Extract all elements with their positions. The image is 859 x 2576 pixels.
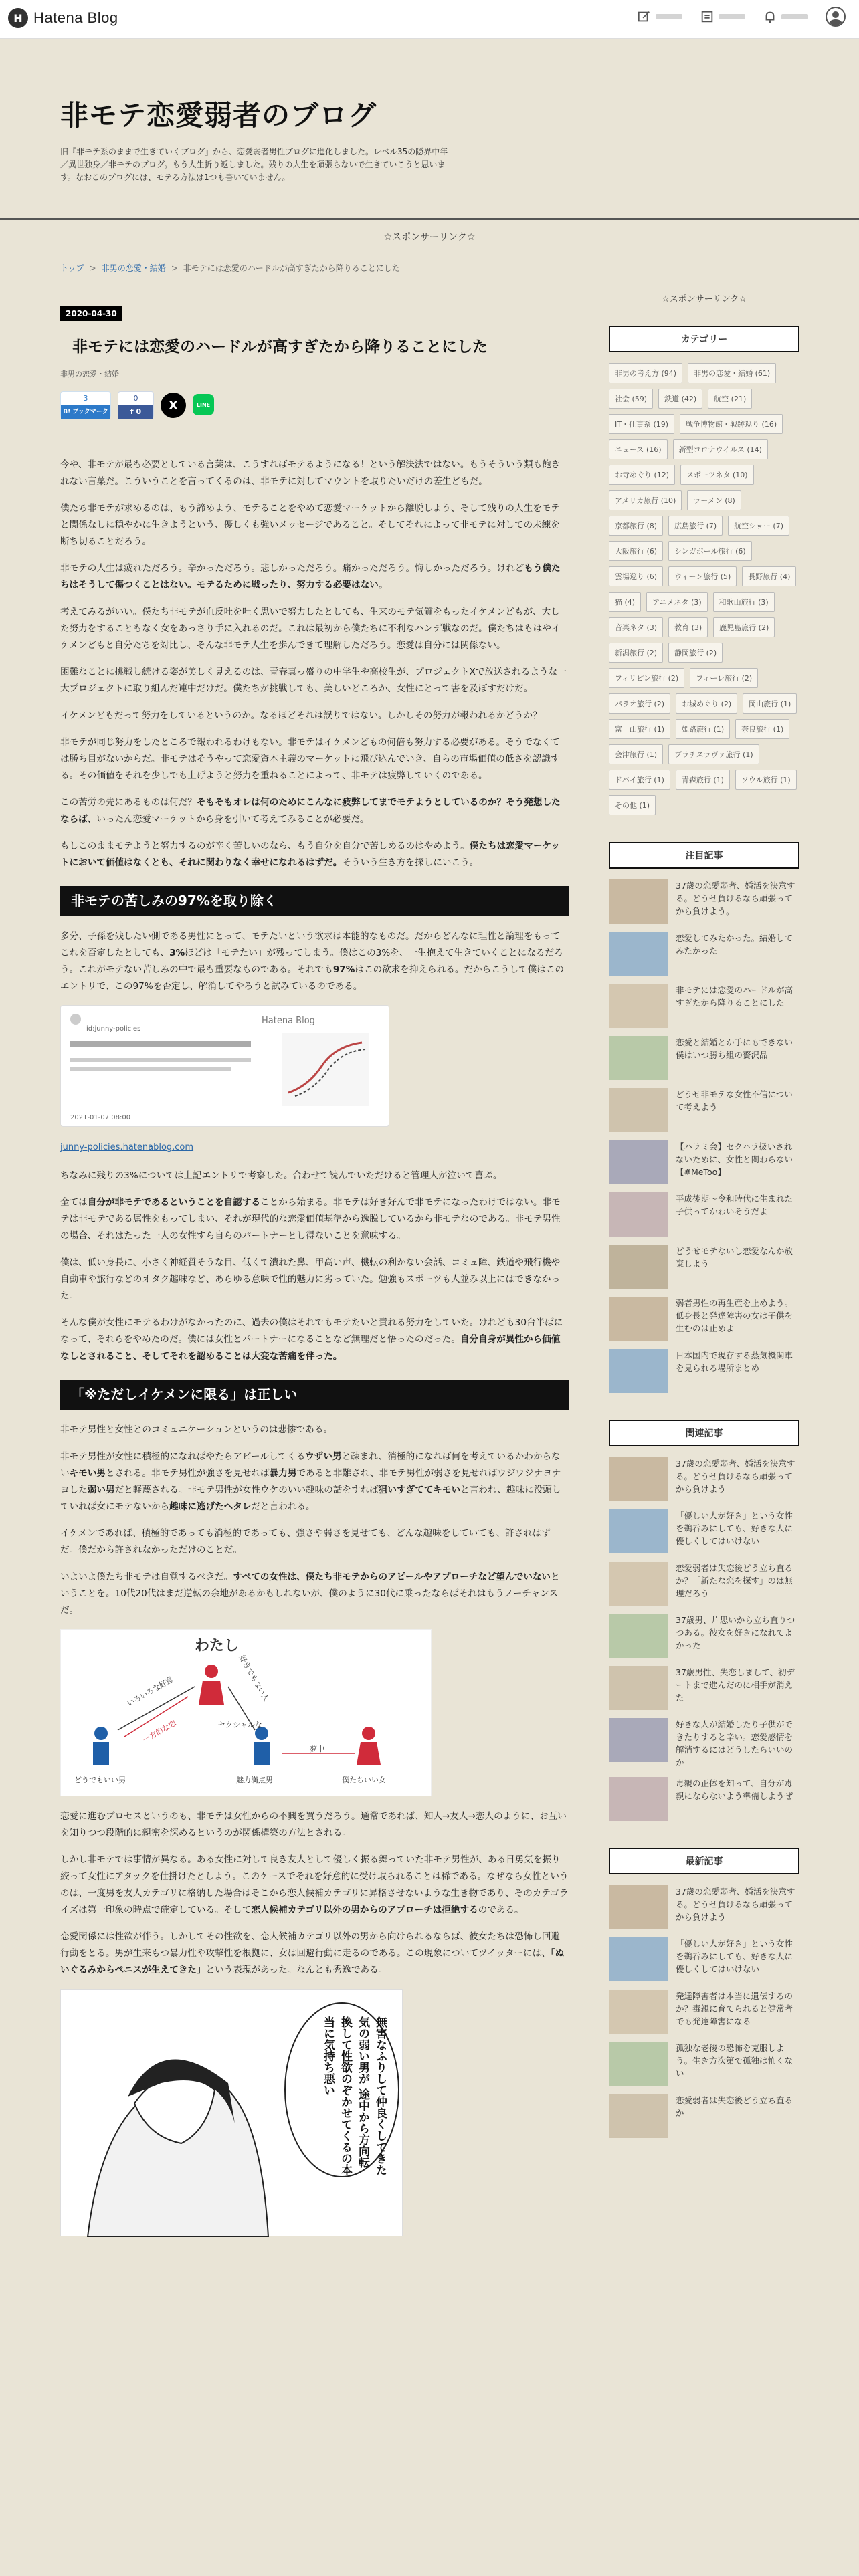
paragraph: イケメンどもだって努力をしているというのか。なるほどそれは誤りではない。しかしその努力が報われるかどうか？ <box>60 710 542 721</box>
diagram-label: 魅力満点男 <box>236 1776 273 1784</box>
breadcrumb-sep: > <box>171 263 178 273</box>
category-tag[interactable]: 奈良旅行 (1) <box>735 719 789 739</box>
line-share-button[interactable]: LINE <box>193 394 214 415</box>
category-tag[interactable]: 静岡旅行 (2) <box>668 643 723 663</box>
category-tag[interactable]: 京都旅行 (8) <box>609 516 663 536</box>
category-tag[interactable]: 新潟旅行 (2) <box>609 643 663 663</box>
popular-entry[interactable] <box>609 932 799 976</box>
category-tag[interactable]: ソウル旅行 (1) <box>735 770 797 790</box>
diagram-label: セクシャルな <box>218 1721 262 1729</box>
card-title-redacted <box>70 1041 251 1047</box>
category-tag[interactable]: アニメネタ (3) <box>646 592 708 612</box>
category-tag[interactable]: 社会 (59) <box>609 389 653 409</box>
category-tag[interactable]: 音楽ネタ (3) <box>609 617 663 637</box>
paragraph: もしこのままモテようと努力するのが辛く苦しいのなら、もう自分を自分で苦しめるのはやめよう。僕たちは恋愛マーケットにおいて価値はなくとも、それに関わりなく幸せになれるはずだ。そういう生き方を探しにいこう。 <box>60 841 560 868</box>
blog-title[interactable]: 非モテ恋愛弱者のブログ <box>60 99 377 132</box>
breadcrumb-sep: > <box>89 263 96 273</box>
share-buttons <box>60 391 569 418</box>
paragraph: 非モテ男性と女性とのコミュニケーションというのは悲惨である。 <box>60 1424 332 1435</box>
category-tag[interactable]: 非男の考え方 (94) <box>609 363 682 383</box>
recent-entry[interactable] <box>609 2042 799 2086</box>
entry-thumbnail[interactable] <box>609 1990 668 2034</box>
entry-title[interactable]: 37歳男、片思いから立ち直りつつある。彼女を好きになれてよかった <box>676 1615 795 1650</box>
blog-description: 旧『非モテ系のままで生きていくブログ』から、恋愛弱者男性ブログに進化しました。レベル35の隠界中年／異世独身／非モテのブログ。もう人生折り返しました。残りの人生を頑張らないで生きていこうと思います。なおこのブログには、モテる方法は1つも書いていません。 <box>60 147 448 182</box>
paragraph: イケメンであれば、積極的であっても消極的であっても、強さや弱さを見せても、どんな趣味をしていても、許されはずだ。僕だから許されなかっただけのことだ。 <box>60 1528 551 1555</box>
related-entry[interactable] <box>609 1562 799 1606</box>
entry-thumbnail[interactable] <box>609 1562 668 1606</box>
category-tag[interactable]: 非男の恋愛・結婚 (61) <box>688 363 776 383</box>
entry-thumbnail[interactable] <box>609 932 668 976</box>
author-avatar <box>70 1014 81 1025</box>
diagram-title: わたし <box>195 1638 240 1654</box>
paragraph: 多分、子孫を残したい側である男性にとって、モテたいという欲求は本能的なものだ。だからどんなに理性と論理をもってこれを否定したとしても、3%ほどは「モテたい」が残ってしまう。僕はこの3%を、一生抱えて生きていくことになるだろう。これがモテない苦しみの中で最も重要なものである。それでも97%はこの欲求を抑えられる。だからこうして僕はこのエントリで、この97%を否定し、解消してやろうと試みているのである。 <box>60 931 565 992</box>
entry-title[interactable]: 恋愛弱者は失恋後どう立ち直るか <box>676 2095 793 2118</box>
hatena-bookmark-label: B! ブックマーク <box>61 405 110 419</box>
edit-icon <box>637 9 652 24</box>
popular-entry[interactable] <box>609 879 799 924</box>
entry-title[interactable]: 孤独な老後の恐怖を克服しよう。生き方次第で孤独は怖くない <box>676 2043 793 2078</box>
post-body <box>60 457 569 2236</box>
popular-entry[interactable] <box>609 1349 799 1393</box>
entry-title[interactable]: 37歳の恋愛弱者、婚活を決意する。どうせ負けるなら頑張ってから負けよう。 <box>676 881 795 916</box>
card-excerpt-line <box>70 1058 251 1062</box>
category-tag[interactable]: スポーツネタ (10) <box>680 465 753 485</box>
category-tag[interactable]: 航空 (21) <box>708 389 752 409</box>
card-excerpt-line <box>70 1067 231 1071</box>
paragraph: 困難なことに挑戦し続ける姿が美しく見えるのは、青春真っ盛りの中学生や高校生が、プロジェクトXで放送されるような一大プロジェクトに取り組んだ連中だけだ。僕たちが挑戦しても、美しいどころか、女性にとって害を及ぼすだけだ。 <box>60 667 567 694</box>
post-date[interactable]: 2020-04-30 <box>60 306 122 321</box>
category-tag[interactable]: フィリピン旅行 (2) <box>609 668 684 688</box>
category-tag[interactable]: お城めぐり (2) <box>676 693 737 714</box>
entry-title[interactable]: 「優しい人が好き」という女性を鵜呑みにしても、好きな人に優しくしてはいけない <box>676 1511 793 1546</box>
category-tag[interactable]: 鉄道 (42) <box>658 389 702 409</box>
category-tag[interactable]: その他 (1) <box>609 795 656 815</box>
breadcrumb-current: 非モテには恋愛のハードルが高すぎたから降りることにした <box>183 263 400 273</box>
paragraph: 恋愛関係には性欲が伴う。しかしてその性欲を、恋人候補カテゴリ以外の男から向けられるならば、彼女たちは恐怖し回避行動をとる。男が生来もつ暴力性や攻撃性を根拠に、女は回避行動に走るのである。この現象についてツイッターには、「ぬいぐるみからペニスが生えてきた」という表現があった。なんとも秀逸である。 <box>60 1931 565 1975</box>
related-list <box>609 1457 799 1821</box>
popular-entry[interactable] <box>609 1245 799 1289</box>
popular-entry[interactable] <box>609 1192 799 1237</box>
category-tag[interactable]: アメリカ旅行 (10) <box>609 490 682 510</box>
card-author: id:junny-policies <box>86 1025 141 1033</box>
hatena-logo[interactable] <box>8 8 118 28</box>
diagram-label: どうでもいい男 <box>74 1776 126 1784</box>
sponsor-link-top: ☆スポンサーリンク☆ <box>383 232 476 243</box>
category-tag[interactable]: フィーレ旅行 (2) <box>690 668 758 688</box>
paragraph: 考えてみるがいい。僕たち非モテが血反吐を吐く思いで努力したとしても、生来のモテ気質をもったイケメンどもが、大した努力をすることもなく女をあっさり手に入れるのだ。これは最初から僕たちに不利なハンデ戦なのだ。僕たちはもはやイケメンどもと自分たちを対比し、そんな非モテ人生を歩んできて理解しただろう。恋愛は自分には関係ない。 <box>60 607 561 651</box>
paragraph: 僕たち非モテが求めるのは、もう諦めよう、モテることをやめて恋愛マーケットから離脱しよう、そして残りの人生をモテと関係なしに穏やかに生きようという、優しくも強いメッセージであること。そしてそれによって非モテに対しての未練を断ち切ることだろう。 <box>60 503 560 547</box>
entry-thumbnail[interactable] <box>609 879 668 924</box>
category-tag[interactable]: 猫 (4) <box>609 592 641 612</box>
paragraph: 非モテが同じ努力をしたところで報われるわけもない。非モテはイケメンどもの何倍も努力する必要がある。そうでなくては勝ち目がないからだ。非モテはそうやって恋愛資本主義のマーケットに飛び込んでいき、自らの市場価値の低さを認識する。その価値をそれを少しでも上げようと努力を重ねることによって、非モテは疲弊していくのである。 <box>60 737 560 781</box>
entry-thumbnail[interactable] <box>609 1349 668 1393</box>
category-tag[interactable]: 雲場巡り (6) <box>609 566 663 586</box>
paragraph: 恋愛に進むプロセスというのも、非モテは女性からの不興を買うだろう。通常であれば、知人→友人→恋人のように、お互いを知りつつ段階的に親密を深めるというのが関係構築の方法とされる。 <box>60 1811 567 1838</box>
diagram-label: 夢中 <box>310 1745 324 1753</box>
category-tag[interactable]: 新型コロナウイルス (14) <box>673 439 768 459</box>
recent-entry[interactable] <box>609 1937 799 1981</box>
category-tag[interactable]: 岡山旅行 (1) <box>743 693 797 714</box>
card-link[interactable]: junny-policies.hatenablog.com <box>60 1142 194 1152</box>
entry-thumbnail[interactable] <box>609 984 668 1028</box>
category-tag[interactable]: ウィーン旅行 (5) <box>668 566 737 586</box>
sponsor-link-side: ☆スポンサーリンク☆ <box>661 294 747 304</box>
related-entry[interactable] <box>609 1457 799 1501</box>
card-date: 2021-01-07 08:00 <box>70 1114 131 1121</box>
entry-thumbnail[interactable] <box>609 1457 668 1501</box>
paragraph: 非モテ男性が女性に積極的になればやたらアピールしてくるウザい男と疎まれ、消極的になれば何を考えているかわからないキモい男とされる。非モテ男性が強さを見せれば暴力男であると非難され、非モテ男性が弱さを見せればウジウジナヨナヨした弱い男だと軽蔑される。非モテ男性が女性ウケのいい趣味の話をすれば狙いすぎててキモいと言われ、趣味に没頭していれば女にモテないから趣味に逃げたヘタレだと言われる。 <box>60 1451 561 1512</box>
category-tag[interactable]: 和歌山旅行 (3) <box>713 592 775 612</box>
category-tag[interactable]: 鹿児島旅行 (2) <box>713 617 775 637</box>
section-heading: 非モテの苦しみの97%を取り除く <box>60 886 569 916</box>
entry-thumbnail[interactable] <box>609 1192 668 1237</box>
hatena-bookmark-button[interactable] <box>60 391 111 418</box>
popular-entry[interactable] <box>609 984 799 1028</box>
entry-title[interactable]: 恋愛と結婚とか手にもできない僕はいつ勝ち組の贅沢品 <box>676 1037 793 1060</box>
facebook-label: f 0 <box>118 405 153 419</box>
diagram-label: 好きでもない人 <box>237 1653 271 1703</box>
breadcrumb-category[interactable]: 非男の恋愛・結婚 <box>101 263 166 273</box>
related-entry[interactable] <box>609 1614 799 1658</box>
post-title[interactable]: 非モテには恋愛のハードルが高すぎたから降りることにした <box>72 338 488 356</box>
entry-title[interactable]: 37歳の恋愛弱者、婚活を決意する。どうせ負けるなら頑張ってから負けよう <box>676 1887 795 1922</box>
category-tag[interactable]: ラーメン (8) <box>687 490 741 510</box>
entry-thumbnail[interactable] <box>609 1245 668 1289</box>
category-tag[interactable]: 青森旅行 (1) <box>676 770 730 790</box>
section-heading: 「※ただしイケメンに限る」は正しい <box>60 1380 569 1410</box>
paragraph: 今や、非モテが最も必要としている言葉は、こうすればモテるようになる！という解決法ではない。もうそういう類も飽きれない言葉だ。こういうことを言ってくるのは、非モテに対してマウントを取りたいだけの差生どもだ。 <box>60 459 561 487</box>
sidebar <box>609 292 799 2165</box>
category-module <box>609 326 799 815</box>
entry-title[interactable]: 恋愛してみたかった。結婚してみたかった <box>676 933 793 956</box>
entry-title[interactable]: 37歳の恋愛弱者、婚活を決意する。どうせ負けるなら頑張ってから負けよう <box>676 1459 795 1494</box>
category-tag[interactable]: 姫路旅行 (1) <box>676 719 730 739</box>
entry-title[interactable]: 【ハラミ会】セクハラ扱いされないために、女性と関わらない【#MeToo】 <box>676 1142 793 1177</box>
paragraph: 全ては自分が非モテであるということを自認することから始まる。非モテは好き好んで非モテになったわけではない。非モテは非モテである属性をもってしまい、それが現代的な恋愛価値基準から逸脱しているから非モテなのである。非モテ男性の場合、それはたった一人の女性すら自らのパートナーとし得ないことを意味する。 <box>60 1197 561 1241</box>
category-tag[interactable]: 長野旅行 (4) <box>742 566 796 586</box>
entry-title[interactable]: 好きな人が結婚したり子供ができたりすると辛い。恋愛感情を解消するにはどうしたらいいのか <box>676 1719 793 1767</box>
category-tag[interactable]: ドバイ旅行 (1) <box>609 770 670 790</box>
relationship-diagram <box>60 1629 432 1796</box>
popular-title: 注目記事 <box>609 842 799 869</box>
recent-module <box>609 1848 799 2138</box>
facebook-count: 0 <box>133 394 138 403</box>
category-tag[interactable]: IT・仕事系 (19) <box>609 414 674 434</box>
user-avatar[interactable] <box>826 7 846 27</box>
related-entry[interactable] <box>609 1777 799 1821</box>
category-tag[interactable]: 富士山旅行 (1) <box>609 719 670 739</box>
entry-thumbnail[interactable] <box>609 1140 668 1184</box>
category-tag[interactable]: 航空ショー (7) <box>728 516 789 536</box>
category-tag[interactable]: ブラチスラヴァ旅行 (1) <box>668 744 759 764</box>
reader-label <box>719 14 745 19</box>
entry-thumbnail[interactable] <box>609 1937 668 1981</box>
category-tag[interactable]: ニュース (16) <box>609 439 668 459</box>
category-tag[interactable]: パラオ旅行 (2) <box>609 693 670 714</box>
entry-title[interactable]: 恋愛弱者は失恋後どう立ち直るか？「新たな恋を探す」のは無理だろう <box>676 1563 793 1598</box>
entry-title[interactable]: 37歳男性、失恋しまして、初デートまで進んだのに相手が消えた <box>676 1667 795 1703</box>
entry-thumbnail[interactable] <box>609 2042 668 2086</box>
entry-title[interactable]: どうせ非モテな女性不信について考えよう <box>676 1089 793 1112</box>
popular-entry[interactable] <box>609 1088 799 1132</box>
related-module <box>609 1420 799 1821</box>
entry-thumbnail[interactable] <box>609 1666 668 1710</box>
write-post-button[interactable] <box>637 9 682 24</box>
notification-label <box>781 14 808 19</box>
recent-entry[interactable] <box>609 1885 799 1929</box>
post-category[interactable]: 非男の恋愛・結婚 <box>60 370 119 379</box>
popular-module <box>609 842 799 1393</box>
card-thumbnail <box>282 1033 369 1106</box>
category-tag[interactable]: 会津旅行 (1) <box>609 744 663 764</box>
write-post-label <box>656 14 682 19</box>
popular-list <box>609 879 799 1393</box>
category-title: カテゴリー <box>609 326 799 352</box>
notification-button[interactable] <box>763 9 808 24</box>
related-title: 関連記事 <box>609 1420 799 1446</box>
blog-header <box>60 94 448 184</box>
recent-entry[interactable] <box>609 1990 799 2034</box>
manga-illustration <box>60 1989 403 2236</box>
entry-title[interactable]: 「優しい人が好き」という女性を鵜呑みにしても、好きな人に優しくしてはいけない <box>676 1939 793 1974</box>
breadcrumb <box>60 262 400 274</box>
paragraph: そんな僕が女性にモテるわけがなかったのに、過去の僕はそれでもモテたいと責れる努力をしていた。けれども30台半ばになって、それらをやめたのだ。僕には女性とパートナーになることなど無理だと悟ったのだった。自分自身が異性から価値なしとされること、そしてそれを認めることは大変な苦痛を伴った。 <box>60 1317 563 1362</box>
facebook-share-button[interactable] <box>118 391 154 418</box>
entry-title[interactable]: 日本国内で現存する蒸気機関車を見られる場所まとめ <box>676 1350 793 1373</box>
entry-thumbnail[interactable] <box>609 2094 668 2138</box>
paragraph: 僕は、低い身長に、小さく神経質そうな目、低くて潰れた鼻、甲高い声、機転の利かない会話、コミュ障、鉄道や飛行機や自動車や旅行などのオタク趣味など、あらゆる意味で性的魅力に劣っていた。勉強もスポーツも人並み以上にはできなかった。 <box>60 1257 561 1301</box>
illustration-speech: 無害なふりして仲良くしてきた気の弱い男が 途中から方向転換して性欲のぞかせてくるの本当に気持ち悪い <box>321 2016 387 2175</box>
entry-title[interactable]: 発達障害者は本当に遺伝するのか？毒親に育てられると健常者でも発達障害になる <box>676 1991 793 2026</box>
x-share-button[interactable]: X <box>161 393 186 418</box>
entry-thumbnail[interactable] <box>609 1509 668 1553</box>
reader-icon <box>700 9 714 24</box>
diagram-label: 一方的な恋 <box>141 1719 178 1745</box>
entry-title[interactable]: 平成後期〜令和時代に生まれた子供ってかわいそうだよ <box>676 1194 793 1216</box>
entry-thumbnail[interactable] <box>609 1885 668 1929</box>
related-entry[interactable] <box>609 1509 799 1553</box>
entry-thumbnail[interactable] <box>609 1297 668 1341</box>
hatena-bookmark-count: 3 <box>83 394 88 403</box>
entry-title[interactable]: 非モテには恋愛のハードルが高すぎたから降りることにした <box>676 985 793 1008</box>
entry-title[interactable]: 毒親の正体を知って、自分が毒親にならないよう準備しようぜ <box>676 1778 793 1801</box>
paragraph: しかし非モテでは事情が異なる。ある女性に対して良き友人として優しく振る舞っていた非モテ男性が、ある日勇気を振り絞って女性にアタックを仕掛けたとしよう。このケースでそれを好意的に受け取られることは稀である。なぜなら女性というのは、一度男を友人カテゴリに格納した場合はそこから恋人候補カテゴリに昇格させないような生き物であり、そのカテゴライズは第一印象の時点で確定している。そして恋人候補カテゴリ以外の男からのアプローチは拒絶するのである。 <box>60 1854 569 1915</box>
recent-title: 最新記事 <box>609 1848 799 1874</box>
category-tag[interactable]: 広島旅行 (7) <box>668 516 723 536</box>
category-tag[interactable]: 大阪旅行 (6) <box>609 541 663 561</box>
top-actions <box>637 7 846 27</box>
diagram-label: いろいろな好意 <box>125 1675 175 1709</box>
entry-title[interactable]: どうせモテないし恋愛なんか放棄しよう <box>676 1246 793 1269</box>
popular-entry[interactable] <box>609 1036 799 1080</box>
card-service: Hatena Blog <box>262 1016 315 1026</box>
entry-thumbnail[interactable] <box>609 1777 668 1821</box>
reader-button[interactable] <box>700 9 745 24</box>
entry-thumbnail[interactable] <box>609 1036 668 1080</box>
recent-entry[interactable] <box>609 2094 799 2138</box>
bell-icon <box>763 9 777 24</box>
category-tag[interactable]: シンガポール旅行 (6) <box>668 541 752 561</box>
category-list <box>609 363 799 815</box>
paragraph: この苦労の先にあるものは何だ？そもそもオレは何のためにこんなに疲弊してまでモテようとしているのか？そう発想したならば、いったん恋愛マーケットから身を引いて考えてみることが必要だ。 <box>60 797 561 825</box>
hatena-logo-mark: H <box>8 8 28 28</box>
entry-title[interactable]: 弱者男性の再生産を止めよう。低身長と発達障害の女は子供を生むのは止めよ <box>676 1298 793 1333</box>
category-tag[interactable]: 教育 (3) <box>668 617 708 637</box>
category-tag[interactable]: お寺めぐり (12) <box>609 465 675 485</box>
header-divider <box>0 218 859 220</box>
top-bar <box>0 0 859 39</box>
recent-list <box>609 1885 799 2138</box>
breadcrumb-top[interactable]: トップ <box>60 263 84 273</box>
popular-entry[interactable] <box>609 1297 799 1341</box>
entry-thumbnail[interactable] <box>609 1614 668 1658</box>
related-entry[interactable] <box>609 1718 799 1769</box>
related-entry[interactable] <box>609 1666 799 1710</box>
category-tag[interactable]: 戦争博物館・戦跡巡り (16) <box>680 414 783 434</box>
paragraph: いよいよ僕たち非モテは自覚するべきだ。すべての女性は、僕たち非モテからのアピールやアプローチなど望んでいないということを。10代20代はまだ逆転の余地があるかもしれないが、僕のように30代に乗ったならばそれはもうノーチャンスだ。 <box>60 1572 560 1616</box>
article <box>60 306 569 2236</box>
diagram-label: 僕たちいい女 <box>342 1776 386 1784</box>
paragraph: ちなみに残りの3%については上記エントリで考察した。合わせて読んでいただけると管理人が泣いて喜ぶ。 <box>60 1170 502 1181</box>
entry-thumbnail[interactable] <box>609 1088 668 1132</box>
popular-entry[interactable] <box>609 1140 799 1184</box>
paragraph: 非モテの人生は疲れただろう。辛かっただろう。悲しかっただろう。痛かっただろう。悔しかっただろう。けれどもう僕たちはそうして傷つくことはない。モテるために戦ったり、努力する必要はない。 <box>60 563 561 591</box>
entry-thumbnail[interactable] <box>609 1718 668 1762</box>
blog-card[interactable] <box>60 1005 389 1127</box>
hatena-logo-text: Hatena Blog <box>33 9 118 26</box>
